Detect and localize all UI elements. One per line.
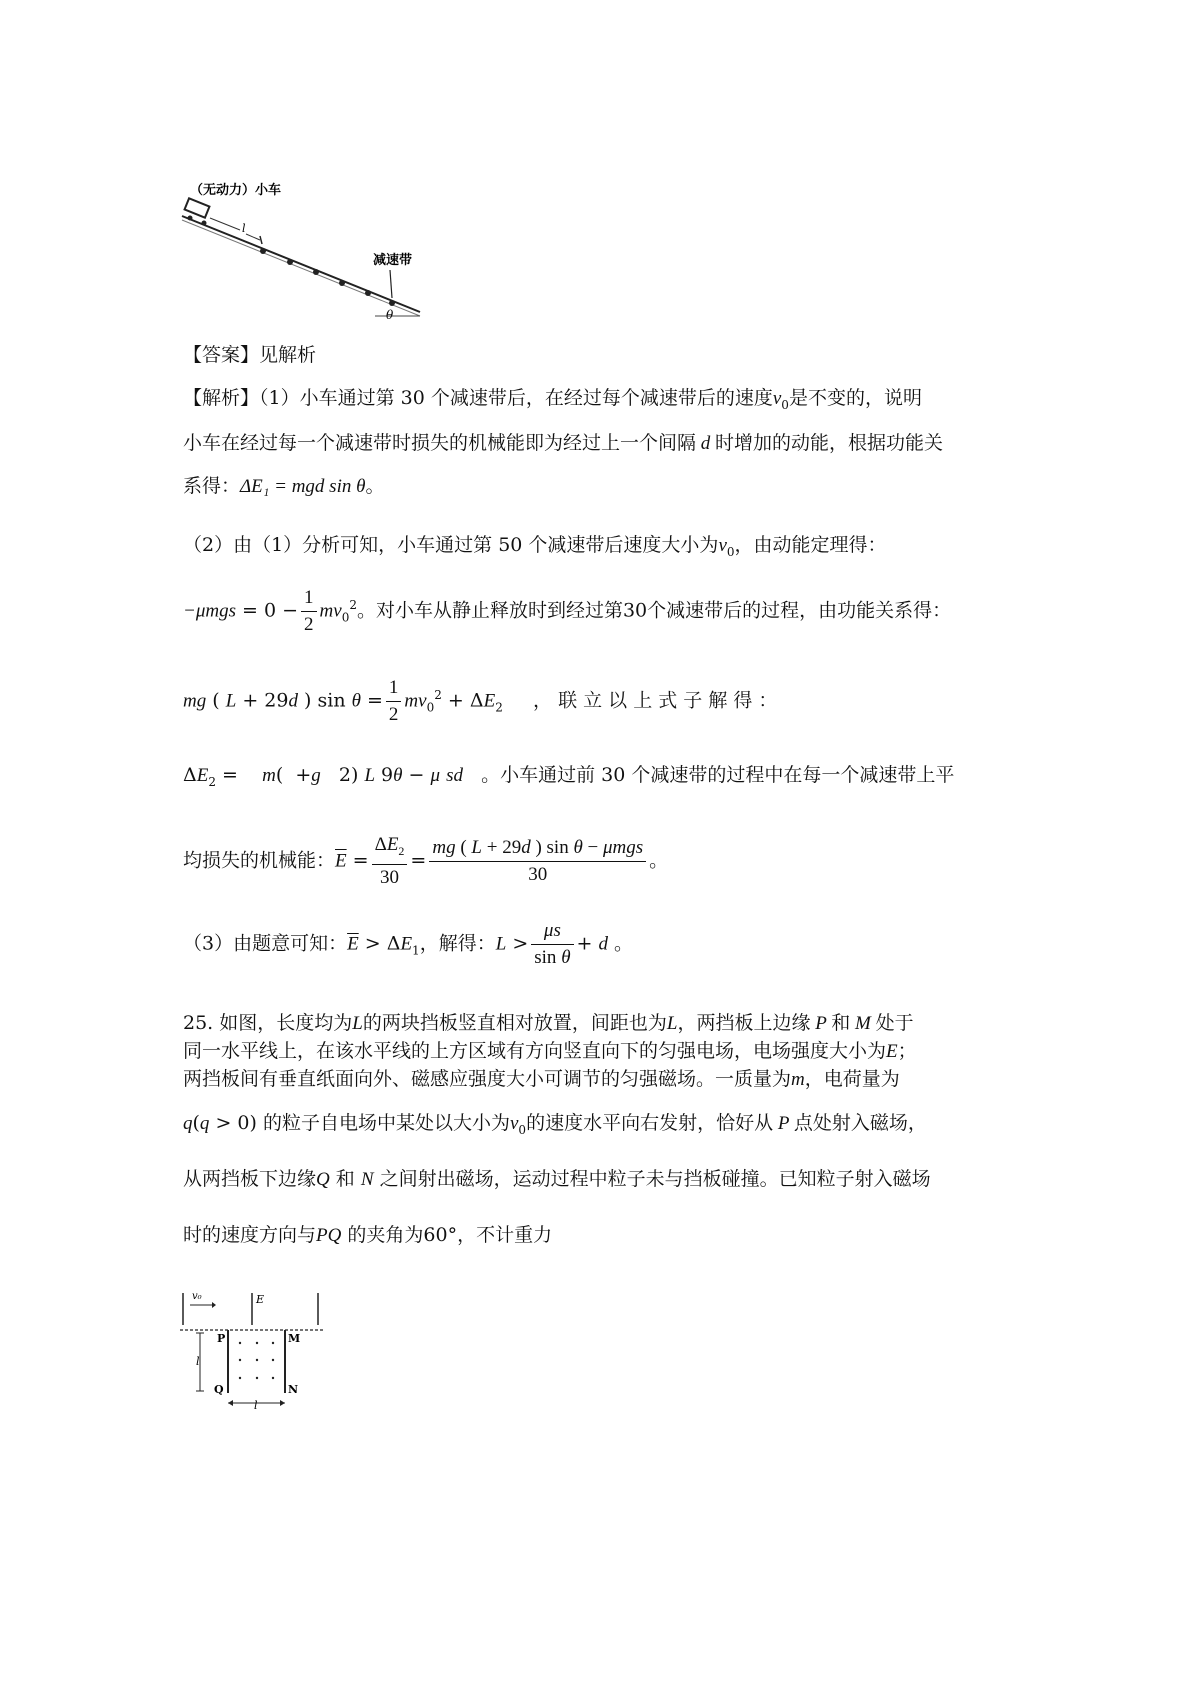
svg-text:l: l	[196, 1355, 200, 1368]
plates-figure	[180, 1285, 340, 1415]
equation-average: 均损失的机械能：$\overline{E}$ = $\frac{\Delta E_2}{30}$ = $\frac{\text{mg ( L + 29d ) sin θ − μmgs}}{30}$ 。	[183, 834, 669, 888]
analysis-line-3-3: （3）由题意可知：$\overline{E} > \Delta E_1$，解得：L > $\frac{\mu s}{\text{sin θ}}$ + d 。	[183, 920, 634, 968]
band-dot	[339, 280, 345, 286]
question-25-line-1: 25. 如图，长度均为L的两块挡板竖直相对放置，间距也为L，两挡板上边缘 P 和 M 处于	[183, 1012, 914, 1034]
band-dot	[287, 259, 293, 265]
question-25-line-6: 时的速度方向与PQ 的夹角为60°，不计重力	[183, 1224, 553, 1246]
slope-figure	[180, 180, 460, 330]
equation-kinetic: −μmgs = 0 − $\frac{1}{2}$ $mv_0^2$。对小车从静止释放时到经过第30个减速带后的过程，由功能关系得：	[183, 587, 952, 635]
car-label: （无动力）小车	[190, 183, 282, 198]
svg-text:M: M	[288, 1332, 301, 1345]
band-dot	[260, 248, 266, 254]
band-dot	[313, 269, 319, 275]
analysis-line-1: 【解析】（1）小车通过第 30 个减速带后，在经过每个减速带后的速度$v_0$是不变的，说明	[183, 387, 922, 412]
band-dot	[389, 300, 395, 306]
analysis-line-3: 系得：ΔE₁ = mgd sin θ。	[183, 475, 385, 497]
answer-label: 【答案】见解析	[183, 344, 317, 366]
question-25-line-2: 同一水平线上，在该水平线的上方区域有方向竖直向下的匀强电场，电场强度大小为E；	[183, 1040, 917, 1062]
svg-text:P: P	[217, 1332, 226, 1345]
question-25-line-4: q(q > 0) 的粒子自电场中某处以大小为$v_0$的速度水平向右发射，恰好从 P 点处射入磁场，	[183, 1112, 927, 1137]
svg-text:N: N	[288, 1383, 299, 1396]
band-dot	[365, 290, 371, 296]
svg-text:l: l	[242, 222, 246, 235]
svg-text:l: l	[254, 1399, 258, 1412]
svg-text:Q: Q	[214, 1383, 224, 1396]
analysis-line-4: （2）由（1）分析可知，小车通过第 50 个减速带后速度大小为$v_0$，由动能定理得：	[183, 534, 887, 559]
band-label: 减速带	[373, 253, 413, 268]
question-25-line-3: 两挡板间有垂直纸面向外、磁感应强度大小可调节的匀强磁场。一质量为m，电荷量为	[183, 1068, 900, 1090]
equation-e2: $\Delta E_2$ = m( +g 2) L 9θ − μ sd 。小车通过前 30 个减速带的过程中在每一个减速带上平	[183, 764, 955, 789]
question-25-line-5: 从两挡板下边缘Q 和 N 之间射出磁场，运动过程中粒子未与挡板碰撞。已知粒子射入磁场	[183, 1168, 931, 1190]
svg-text:E: E	[256, 1293, 265, 1306]
analysis-line-2: 小车在经过每一个减速带时损失的机械能即为经过上一个间隔 d 时增加的动能，根据功能关	[183, 432, 944, 454]
equation-energy: mg ( L + 29d ) sin θ = $\frac{1}{2}$ $mv_0^2 + \Delta E_2$ ， 联 立 以 上 式 子 解 得 ：	[183, 677, 778, 725]
svg-text:v₀: v₀	[192, 1291, 202, 1302]
car-icon	[185, 198, 210, 217]
svg-text:θ: θ	[386, 308, 394, 322]
